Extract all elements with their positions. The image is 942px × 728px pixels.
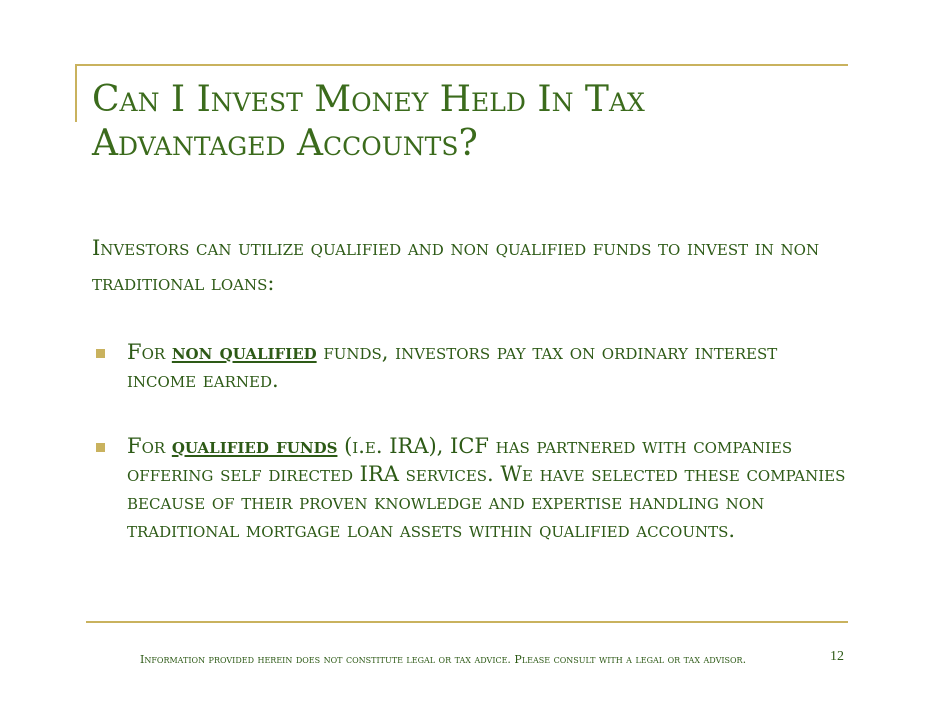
bullet-prefix: For	[127, 434, 172, 458]
page-number: 12	[830, 649, 844, 664]
bullet-qualified	[96, 432, 848, 544]
square-bullet-icon	[96, 443, 105, 452]
bullet-suffix: funds, investors pay tax on ordinary interest income earned.	[127, 340, 778, 392]
bullet-prefix: For	[127, 340, 172, 364]
square-bullet-icon	[96, 349, 105, 358]
footer-divider	[86, 621, 848, 623]
slide-title: Can I Invest Money Held In Tax Advantaged Accounts?	[92, 79, 645, 164]
footer-disclaimer: Information provided herein does not constitute legal or tax advice. Please consult with a legal or tax advisor.	[140, 653, 747, 666]
bullet-emphasis: qualified funds	[171, 433, 338, 458]
bullet-text	[127, 338, 848, 394]
slide-frame-left-rule	[75, 64, 77, 122]
bullet-suffix: (i.e. IRA), ICF has partnered with companies offering self directed IRA services. We have selected these companies because of their proven knowledge and expertise handling non traditional mortgage loan assets within qualified accounts.	[127, 434, 846, 542]
bullet-non-qualified	[96, 338, 848, 394]
intro-text: Investors can utilize qualified and non qualified funds to invest in non traditional loans:	[92, 236, 820, 295]
bullet-emphasis: non qualified	[171, 339, 317, 364]
bullet-text	[127, 432, 848, 544]
slide-frame-top-rule	[75, 64, 848, 66]
